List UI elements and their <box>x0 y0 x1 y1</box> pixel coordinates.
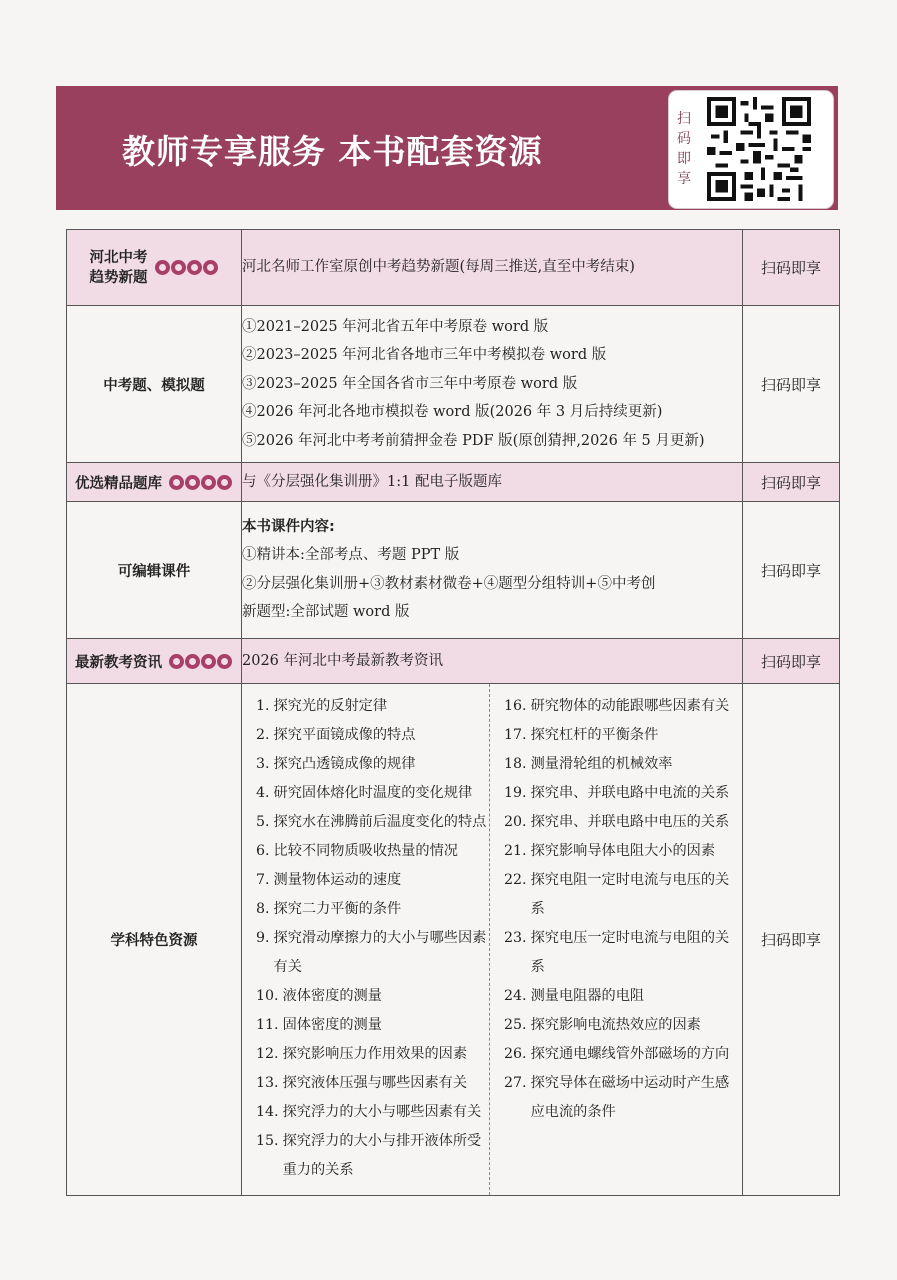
scan-action[interactable]: 扫码即享 <box>743 639 840 684</box>
list-item-number: 11. <box>256 1017 279 1033</box>
list-item-number: 25. <box>504 1017 527 1033</box>
content-line: ③2023–2025 年全国各省市三年中考原卷 word 版 <box>242 375 578 392</box>
list-item-number: 20. <box>504 814 527 830</box>
list-item-text: 比较不同物质吸收热量的情况 <box>273 843 458 859</box>
list-item <box>256 808 489 837</box>
scan-action[interactable]: 扫码即享 <box>743 230 840 306</box>
category-cell: 学科特色资源 <box>67 684 242 1196</box>
list-item <box>256 750 489 779</box>
content-line: 与《分层强化集训册》1:1 配电子版题库 <box>242 473 502 490</box>
scan-action[interactable]: 扫码即享 <box>743 306 840 463</box>
list-item-text: 研究固体熔化时温度的变化规律 <box>273 785 473 801</box>
list-item <box>256 721 489 750</box>
list-item-number: 2. <box>256 727 270 743</box>
list-item <box>256 1098 489 1127</box>
list-item <box>504 982 730 1011</box>
list-item-text: 探究凸透镜成像的规律 <box>273 756 416 772</box>
content-line: 河北名师工作室原创中考趋势新题(每周三推送,直至中考结束) <box>242 259 635 276</box>
list-item-number: 19. <box>504 785 527 801</box>
category-label: 优选精品题库 <box>74 475 162 492</box>
content-line: ②2023–2025 年河北省各地市三年中考模拟卷 word 版 <box>242 347 607 364</box>
list-item-text: 探究二力平衡的条件 <box>273 901 402 917</box>
list-item <box>256 982 489 1011</box>
list-item-text: 探究串、并联电路中电流的关系 <box>530 785 730 801</box>
list-item-text: 测量物体运动的速度 <box>273 872 402 888</box>
qr-card[interactable] <box>669 91 833 208</box>
list-item-number: 15. <box>256 1133 279 1149</box>
content-line: ⑤2026 年河北中考考前猜押金卷 PDF 版(原创猜押,2026 年 5 月更新) <box>242 432 705 449</box>
list-item-text: 探究影响导体电阻大小的因素 <box>530 843 716 859</box>
list-item-number: 8. <box>256 901 270 917</box>
list-item-number: 21. <box>504 843 527 859</box>
list-item-text: 研究物体的动能跟哪些因素有关 <box>530 698 730 714</box>
list-item-text: 探究水在沸腾前后温度变化的特点 <box>273 814 487 830</box>
content-cell <box>242 684 743 1196</box>
list-item-text: 探究电压一定时电流与电阻的关系 <box>530 930 730 975</box>
list-item-number: 24. <box>504 988 527 1004</box>
content-line: ②分层强化集训册+③教材素材微卷+④题型分组特训+⑤中考创 <box>242 575 656 592</box>
list-item-text: 液体密度的测量 <box>282 988 382 1004</box>
list-item-text: 探究通电螺线管外部磁场的方向 <box>530 1046 730 1062</box>
decoration-dots-icon <box>155 260 219 276</box>
list-item <box>504 924 730 982</box>
list-item-number: 4. <box>256 785 270 801</box>
list-item <box>504 1069 730 1127</box>
page-title: 教师专享服务 本书配套资源 <box>122 132 543 171</box>
content-cell <box>242 306 743 463</box>
list-item-text: 探究液体压强与哪些因素有关 <box>282 1075 468 1091</box>
list-item <box>256 895 489 924</box>
qr-code-icon[interactable] <box>707 97 811 201</box>
experiment-list-right <box>490 684 730 1195</box>
list-item <box>256 692 489 721</box>
list-item <box>504 866 730 924</box>
list-item <box>256 866 489 895</box>
category-cell: 可编辑课件 <box>67 502 242 639</box>
list-item-text: 探究串、并联电路中电压的关系 <box>530 814 730 830</box>
content-cell <box>242 639 743 684</box>
list-item <box>504 808 730 837</box>
content-line: ④2026 年河北各地市模拟卷 word 版(2026 年 3 月后持续更新) <box>242 404 663 421</box>
list-item-number: 10. <box>256 988 279 1004</box>
category-line: 趋势新题 <box>89 269 148 286</box>
list-item-number: 12. <box>256 1046 279 1062</box>
list-item-number: 3. <box>256 756 270 772</box>
table-row <box>67 684 840 1196</box>
content-cell <box>242 463 743 502</box>
list-item <box>504 721 730 750</box>
list-item-text: 探究滑动摩擦力的大小与哪些因素有关 <box>273 930 487 975</box>
scan-action[interactable]: 扫码即享 <box>743 502 840 639</box>
category-line: 河北中考 <box>89 249 148 266</box>
list-item-text: 探究导体在磁场中运动时产生感应电流的条件 <box>530 1075 730 1120</box>
list-item <box>256 924 489 982</box>
category-label: 最新教考资讯 <box>74 654 162 671</box>
list-item-number: 14. <box>256 1104 279 1120</box>
list-item-text: 探究光的反射定律 <box>273 698 388 714</box>
list-item <box>256 837 489 866</box>
table-row <box>67 502 840 639</box>
list-item <box>504 692 730 721</box>
list-item-text: 测量电阻器的电阻 <box>530 988 645 1004</box>
content-line: 2026 年河北中考最新教考资讯 <box>242 652 444 669</box>
list-item-number: 6. <box>256 843 270 859</box>
list-item-number: 13. <box>256 1075 279 1091</box>
content-cell <box>242 502 743 639</box>
category-label <box>89 248 147 288</box>
list-item-number: 7. <box>256 872 270 888</box>
list-item <box>256 1069 489 1098</box>
list-item-number: 9. <box>256 930 270 946</box>
list-item-text: 探究浮力的大小与哪些因素有关 <box>282 1104 482 1120</box>
category-cell <box>67 463 242 502</box>
category-cell: 中考题、模拟题 <box>67 306 242 463</box>
list-item-number: 27. <box>504 1075 527 1091</box>
content-line: ①精讲本:全部考点、考题 PPT 版 <box>242 547 460 564</box>
resource-table <box>66 229 840 1196</box>
list-item-text: 探究平面镜成像的特点 <box>273 727 416 743</box>
list-item <box>256 779 489 808</box>
list-item-number: 1. <box>256 698 270 714</box>
list-item-text: 探究影响压力作用效果的因素 <box>282 1046 468 1062</box>
list-item-number: 23. <box>504 930 527 946</box>
list-item-number: 26. <box>504 1046 527 1062</box>
list-item-number: 5. <box>256 814 270 830</box>
list-item <box>504 1040 730 1069</box>
qr-label: 扫码即享 <box>677 111 691 187</box>
scan-action[interactable]: 扫码即享 <box>743 463 840 502</box>
experiment-list-left <box>242 684 490 1195</box>
list-item <box>256 1127 489 1185</box>
table-row <box>67 463 840 502</box>
content-cell <box>242 230 743 306</box>
content-heading: 本书课件内容: <box>242 519 335 536</box>
list-item-number: 22. <box>504 872 527 888</box>
list-item <box>504 779 730 808</box>
list-item <box>504 750 730 779</box>
category-cell <box>67 639 242 684</box>
scan-action[interactable]: 扫码即享 <box>743 684 840 1196</box>
list-item-number: 17. <box>504 727 527 743</box>
content-line: ①2021–2025 年河北省五年中考原卷 word 版 <box>242 318 549 335</box>
list-item <box>256 1011 489 1040</box>
list-item-text: 探究电阻一定时电流与电压的关系 <box>530 872 730 917</box>
decoration-dots-icon <box>169 653 233 669</box>
table-row <box>67 230 840 306</box>
list-item-text: 探究杠杆的平衡条件 <box>530 727 659 743</box>
decoration-dots-icon <box>169 474 233 490</box>
list-item-text: 探究浮力的大小与排开液体所受重力的关系 <box>282 1133 482 1178</box>
list-item-text: 测量滑轮组的机械效率 <box>530 756 673 772</box>
list-item <box>504 1011 730 1040</box>
list-item <box>504 837 730 866</box>
content-line: 新题型:全部试题 word 版 <box>242 604 410 621</box>
list-item-text: 固体密度的测量 <box>282 1017 382 1033</box>
list-item <box>256 1040 489 1069</box>
list-item-number: 16. <box>504 698 527 714</box>
table-row <box>67 306 840 463</box>
list-item-text: 探究影响电流热效应的因素 <box>530 1017 701 1033</box>
experiment-lists <box>242 684 742 1195</box>
table-row <box>67 639 840 684</box>
category-cell <box>67 230 242 306</box>
list-item-number: 18. <box>504 756 527 772</box>
